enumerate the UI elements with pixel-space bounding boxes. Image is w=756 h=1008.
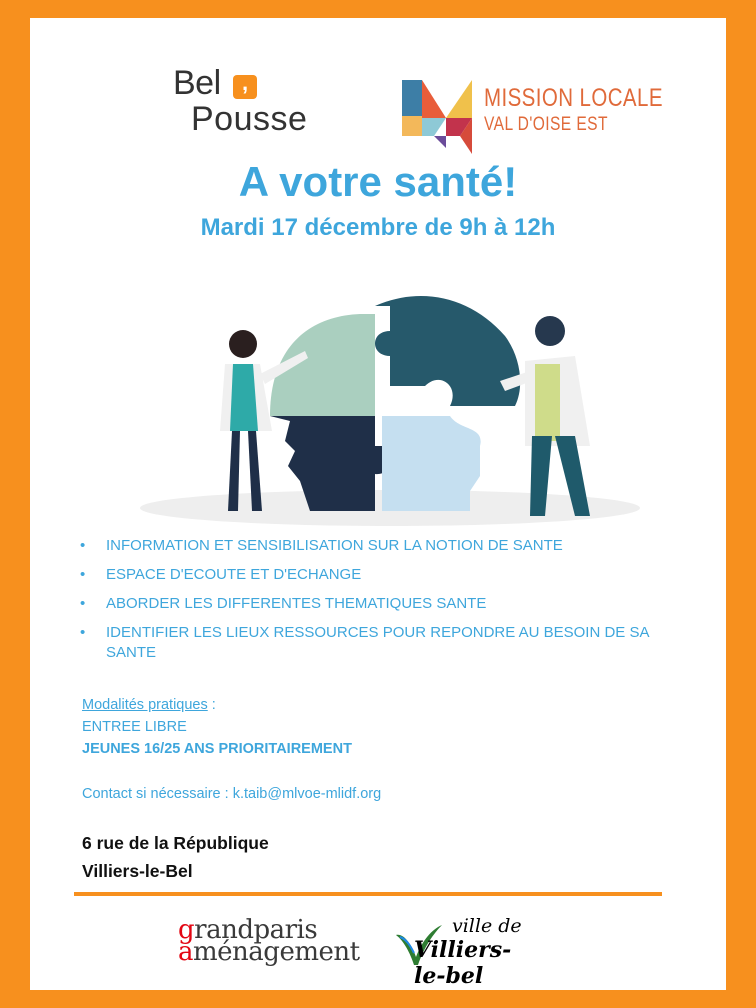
man-shirt bbox=[535, 364, 560, 441]
bel-logo-line1: Bel bbox=[173, 64, 221, 102]
mission-locale-logo bbox=[402, 78, 663, 158]
bullet-text: INFORMATION ET SENSIBILISATION SUR LA NOTION DE SANTE bbox=[106, 537, 563, 554]
flyer-page bbox=[30, 18, 726, 990]
bullet-text: ABORDER LES DIFFERENTES THEMATIQUES SANTE bbox=[106, 595, 487, 612]
event-date: Mardi 17 décembre de 9h à 12h bbox=[200, 214, 556, 241]
bullet-item bbox=[78, 536, 678, 556]
bullet-list bbox=[78, 536, 678, 672]
modalites-heading bbox=[82, 697, 216, 713]
bel-pousse-logo bbox=[173, 64, 333, 144]
page-title: A votre santé! bbox=[238, 158, 518, 205]
bullet-text: IDENTIFIER LES LIEUX RESSOURCES POUR REPONDRE AU BESOIN DE SA SANTE bbox=[106, 624, 649, 661]
ville-line1: ville de bbox=[452, 915, 522, 937]
address-street: 6 rue de la République bbox=[82, 833, 269, 853]
ville-villiers-le-bel-logo bbox=[394, 913, 534, 989]
modalites-label: Modalités pratiques bbox=[82, 697, 208, 713]
bullet-dot: • bbox=[80, 595, 86, 612]
bel-logo-comma: , bbox=[233, 75, 257, 99]
bullet-dot: • bbox=[80, 566, 86, 583]
gpa-line2: ménagement bbox=[193, 937, 360, 967]
address-city: Villiers-le-Bel bbox=[82, 861, 193, 881]
modalites-suffix: : bbox=[207, 697, 216, 713]
grandparis-amenagement-logo bbox=[178, 915, 378, 969]
bullet-item bbox=[78, 565, 678, 585]
woman-hair bbox=[229, 330, 257, 358]
mission-locale-line2: VAL D'OISE EST bbox=[484, 114, 608, 135]
modalites-line1: ENTREE LIBRE bbox=[82, 719, 187, 735]
gpa-accent-g: g bbox=[178, 915, 195, 945]
bullet-item bbox=[78, 623, 678, 663]
mission-locale-line1: MISSION LOCALE bbox=[484, 84, 663, 112]
man-hair bbox=[535, 316, 565, 346]
puzzle-piece-bottom-right bbox=[382, 416, 481, 511]
gpa-line1: randparis bbox=[194, 915, 318, 945]
bullet-dot: • bbox=[80, 537, 86, 554]
footer-divider bbox=[74, 892, 662, 896]
bullet-item bbox=[78, 594, 678, 614]
health-puzzle-illustration bbox=[120, 246, 660, 546]
ville-line2: Villiers-le-bel bbox=[414, 937, 512, 989]
mission-locale-mark-icon bbox=[402, 78, 482, 158]
bullet-dot: • bbox=[80, 624, 86, 641]
bullet-text: ESPACE D'ECOUTE ET D'ECHANGE bbox=[106, 566, 362, 583]
bel-logo-line2: Pousse bbox=[191, 100, 308, 138]
contact-line: Contact si nécessaire : k.taib@mlvoe-mlidf.org bbox=[82, 786, 382, 802]
modalites-line2: JEUNES 16/25 ANS PRIORITAIREMENT bbox=[82, 741, 352, 757]
gpa-accent-a: a bbox=[178, 937, 194, 967]
